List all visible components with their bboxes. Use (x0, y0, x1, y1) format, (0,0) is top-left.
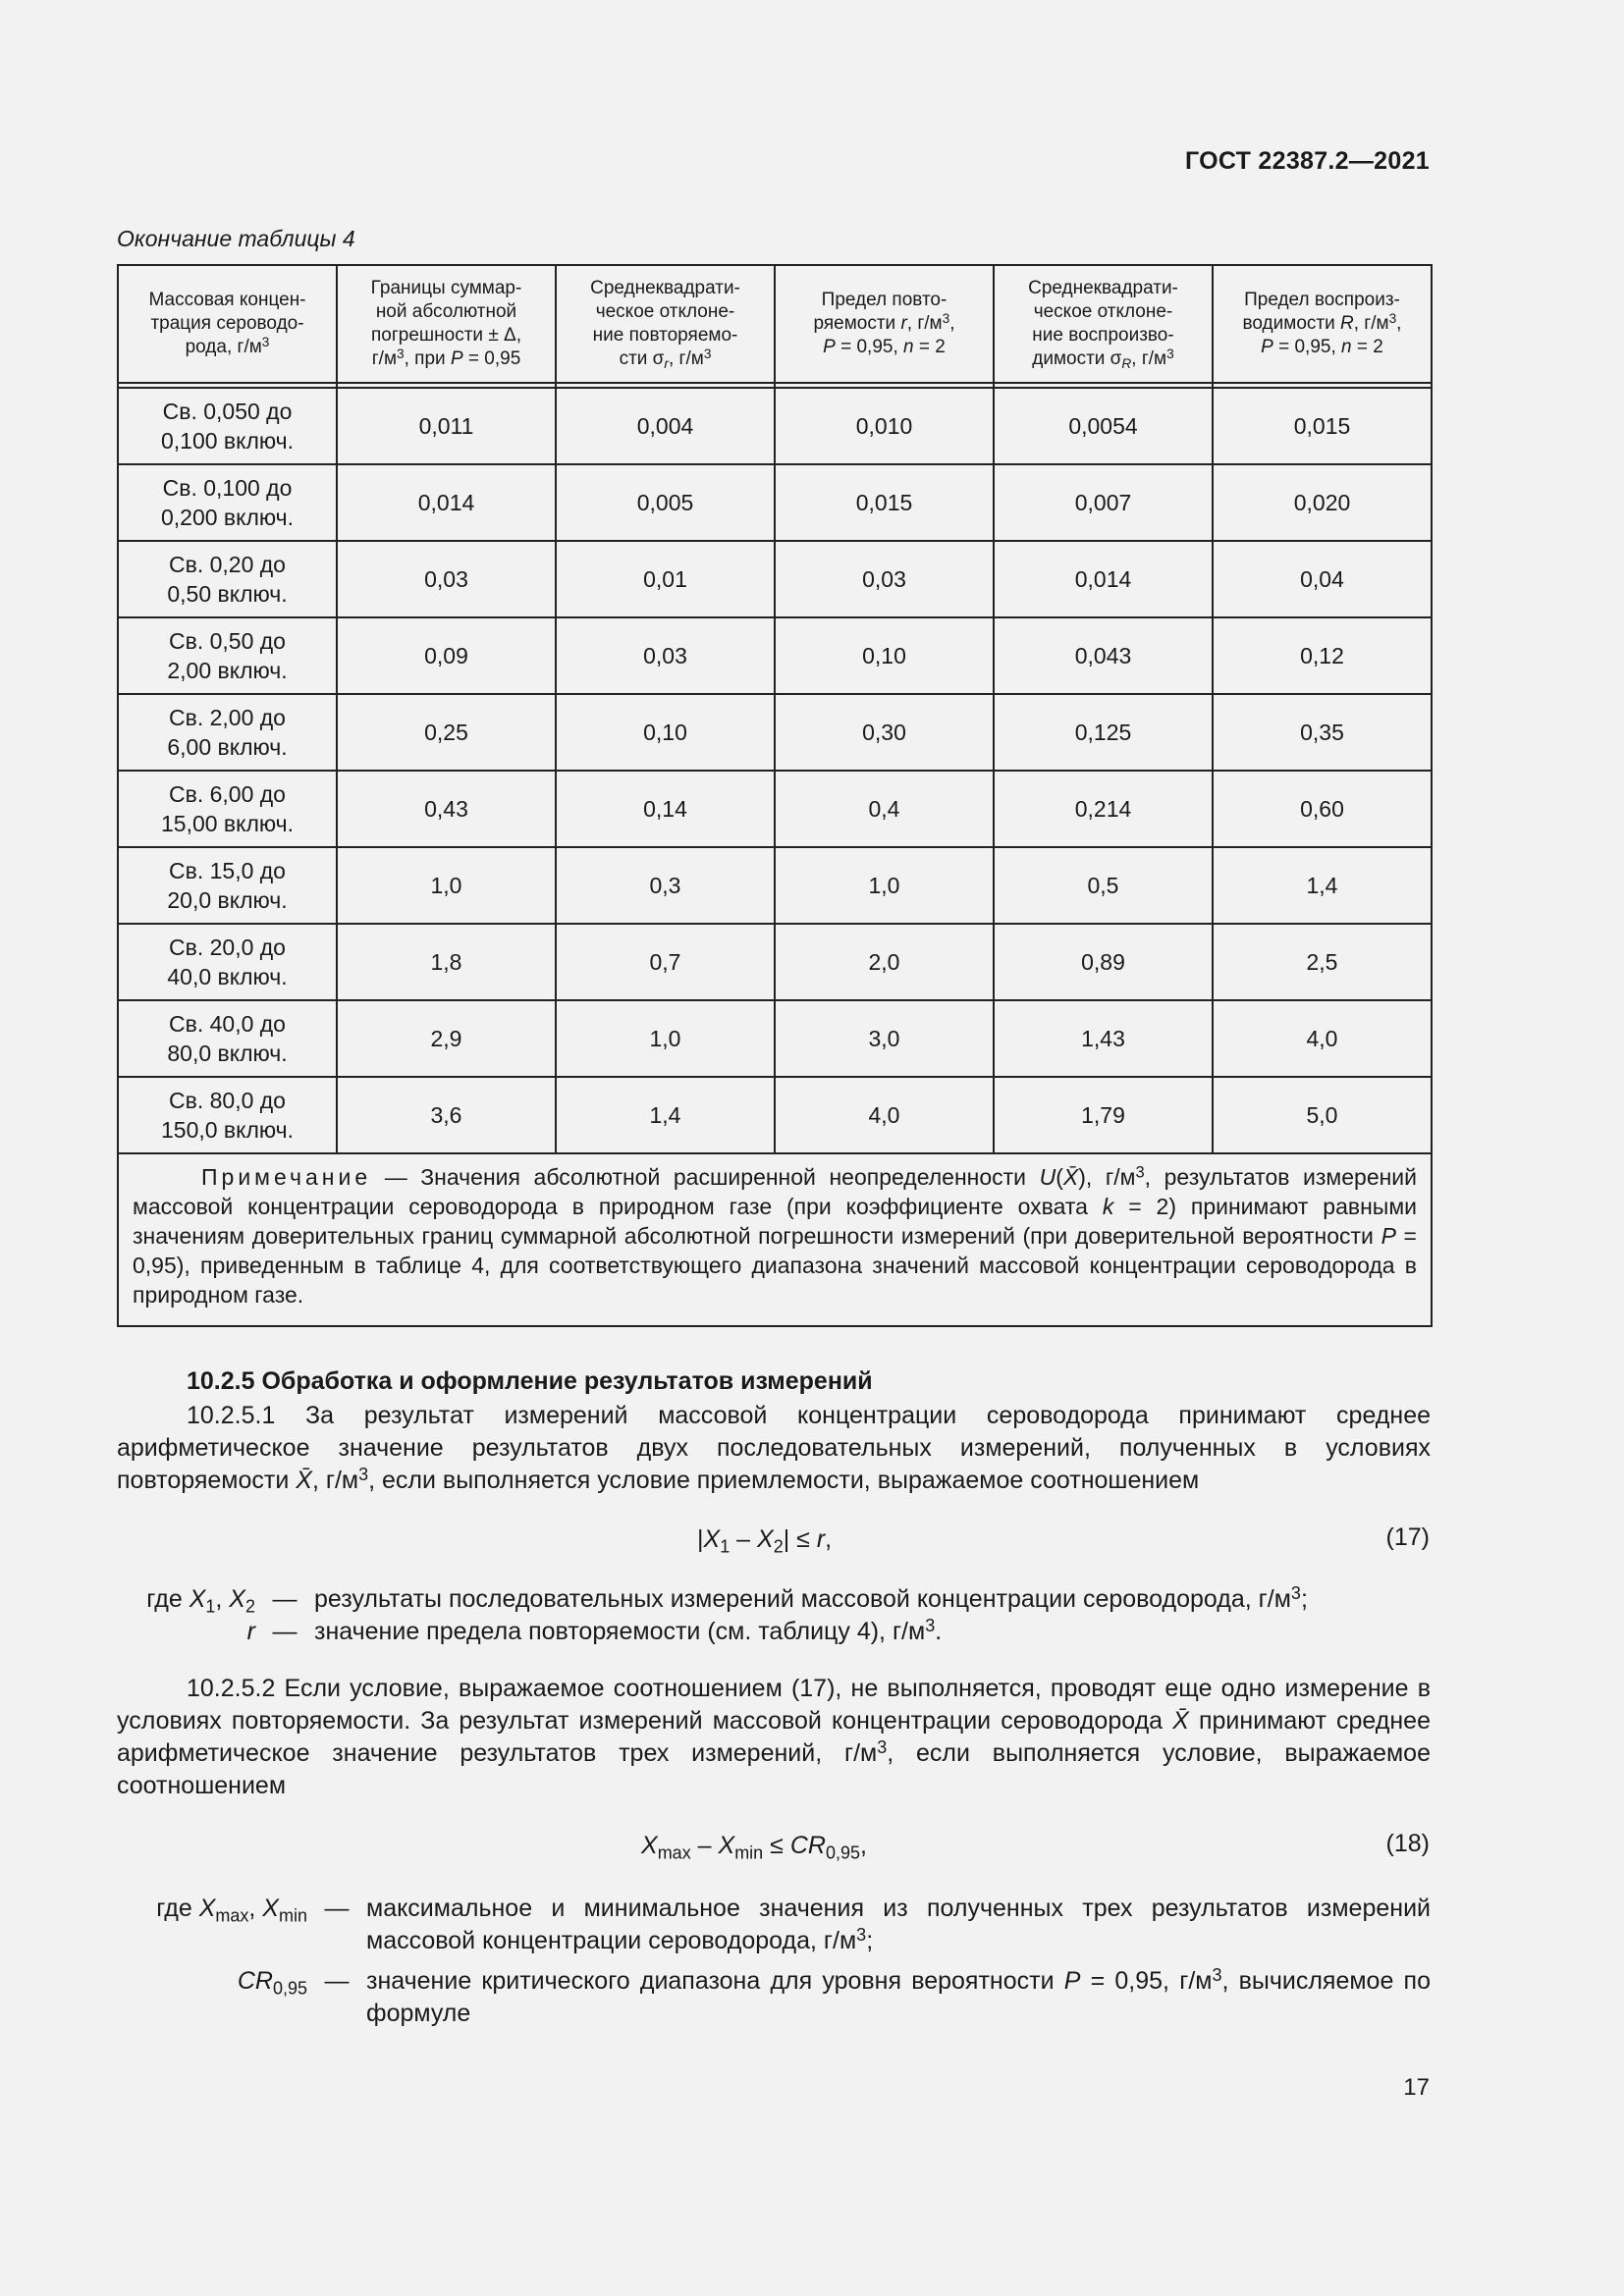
range-line-2: 6,00 включ. (167, 734, 288, 760)
cell-r: 0,03 (775, 541, 994, 617)
cell-R: 0,60 (1213, 771, 1432, 847)
cell-sigma-R: 0,214 (994, 771, 1213, 847)
range-line-2: 0,50 включ. (167, 581, 288, 607)
definition-dash: — (272, 1585, 298, 1613)
range-line-1: Св. 15,0 до (169, 858, 286, 883)
cell-r: 0,010 (775, 388, 994, 464)
range-line-2: 0,200 включ. (160, 505, 295, 530)
col-header-sigma-r: Среднеквадрати- ческое отклоне- ние повторяемо- сти $\sigma_r$, $г/м^3$ (556, 265, 775, 383)
range-line-1: Св. 2,00 до (169, 705, 286, 730)
section-title: 10.2.5 Обработка и оформление результатов измерений (187, 1367, 873, 1395)
range-line-1: Св. 0,20 до (169, 552, 286, 577)
cell-sigma-R: 0,014 (994, 541, 1213, 617)
range-line-2: 0,100 включ. (160, 428, 295, 454)
range-line-2: 80,0 включ. (167, 1041, 288, 1066)
cell-R: 5,0 (1213, 1077, 1432, 1153)
table-row (118, 388, 1432, 464)
cell-delta: 1,8 (337, 924, 556, 1000)
definition-item (117, 1965, 1431, 2030)
range-line-1: Св. 0,100 до (162, 475, 293, 501)
cell-range (118, 464, 337, 541)
cell-delta: 1,0 (337, 847, 556, 924)
table-row (118, 1077, 1432, 1153)
cell-sigma-R: 0,125 (994, 694, 1213, 771)
paragraph-text: 10.2.5.1 За результат измерений массовой концентрации сероводорода принимают среднее арифметическое значение результатов двух последовательных измерений, полученных в условиях повторяемости X̄, $г/м^3$, если выполняется условие приемлемости, выражаемое соотношением (117, 1402, 1431, 1494)
cell-sigma-R: 0,0054 (994, 388, 1213, 464)
equation-17-number: (17) (1385, 1523, 1430, 1551)
cell-R: 0,015 (1213, 388, 1432, 464)
cell-sigma-r: 0,005 (556, 464, 775, 541)
cell-delta: 0,011 (337, 388, 556, 464)
table-row (118, 847, 1432, 924)
where-list-1 (117, 1583, 1431, 1648)
definition-term: где $X_{max}$, $X_{min}$ (156, 1895, 307, 1926)
cell-delta: 0,25 (337, 694, 556, 771)
paragraph-text: 10.2.5.2 Если условие, выражаемое соотношением (17), не выполняется, проводят еще одно измерение в условиях повторяемости. За результат измерений массовой концентрации сероводорода X̄ принимают среднее арифметическое значение результатов трех измерений, $г/м^3$, если выполняется условие, выражаемое соотношением (117, 1675, 1431, 1799)
where-list-2 (117, 1893, 1431, 2038)
cell-delta: 0,03 (337, 541, 556, 617)
range-line-1: Св. 20,0 до (169, 934, 286, 960)
cell-R: 0,35 (1213, 694, 1432, 771)
equation-text: $|X_1 - X_2| \le r$, (697, 1525, 833, 1557)
cell-sigma-r: 0,10 (556, 694, 775, 771)
cell-r: 3,0 (775, 1000, 994, 1077)
cell-range (118, 847, 337, 924)
range-line-2: 15,00 включ. (160, 811, 295, 836)
cell-r: 0,10 (775, 617, 994, 694)
note-label: Примечание (201, 1164, 372, 1190)
paragraph-10-2-5-1 (117, 1400, 1431, 1497)
col-header-delta: Границы суммар- ной абсолютной погрешности ± Δ, $г/м^3$, при P = 0,95 (337, 265, 556, 383)
col-header-r: Предел повто- ряемости r, $г/м^3$, P = 0,95, n = 2 (775, 265, 994, 383)
definition-text: максимальное и минимальное значения из полученных трех результатов измерений массовой концентрации сероводорода, $г/м^3$; (366, 1895, 1431, 1954)
table-header-row (118, 265, 1432, 383)
cell-r: 4,0 (775, 1077, 994, 1153)
cell-range (118, 924, 337, 1000)
definition-dash: — (324, 1967, 350, 1995)
table-row (118, 771, 1432, 847)
cell-sigma-R: 1,79 (994, 1077, 1213, 1153)
cell-r: 1,0 (775, 847, 994, 924)
standard-code: ГОСТ 22387.2—2021 (1184, 147, 1430, 175)
col-header-concentration: Массовая концен- трация сероводо- рода, $г/м^3$ (118, 265, 337, 383)
range-line-2: 40,0 включ. (167, 964, 288, 989)
table-body (118, 383, 1432, 1326)
cell-range (118, 1077, 337, 1153)
cell-range (118, 388, 337, 464)
equation-17 (697, 1523, 832, 1556)
cell-R: 1,4 (1213, 847, 1432, 924)
table-note (118, 1153, 1432, 1326)
cell-sigma-R: 0,043 (994, 617, 1213, 694)
cell-sigma-r: 0,004 (556, 388, 775, 464)
range-line-2: 20,0 включ. (167, 887, 288, 913)
note-text: — Значения абсолютной расширенной неопределенности U(X̄), $г/м^3$, результатов измерений массовой концентрации сероводорода в природном газе (при коэффициенте охвата k = 2) принимают равными значениям доверительных границ суммарной абсолютной погрешности измерений (при доверительной вероятности P = 0,95), приведенным в таблице 4, для соответствующего диапазона значений массовой концентрации сероводорода в природном газе. (133, 1162, 1418, 1308)
definition-item (117, 1583, 1431, 1616)
cell-r: 0,4 (775, 771, 994, 847)
cell-R: 0,020 (1213, 464, 1432, 541)
cell-range (118, 694, 337, 771)
cell-r: 0,30 (775, 694, 994, 771)
col-header-sigma-R: Среднеквадрати- ческое отклоне- ние воспроизво- димости $\sigma_R$, $г/м^3$ (994, 265, 1213, 383)
range-line-2: 2,00 включ. (167, 658, 288, 683)
cell-R: 4,0 (1213, 1000, 1432, 1077)
page-number: 17 (1403, 2074, 1430, 2101)
range-line-1: Св. 40,0 до (169, 1011, 286, 1037)
paragraph-10-2-5-2 (117, 1673, 1431, 1802)
cell-sigma-r: 0,03 (556, 617, 775, 694)
definition-term: где $X_1$, $X_2$ (146, 1585, 255, 1617)
definition-dash: — (272, 1618, 298, 1645)
definition-term: $CR_{0,95}$ (237, 1967, 307, 1999)
table-row (118, 694, 1432, 771)
range-line-2: 150,0 включ. (160, 1117, 295, 1143)
definition-text: значение предела повторяемости (см. таблицу 4), $г/м^3$. (314, 1615, 943, 1645)
equation-18-number: (18) (1385, 1830, 1430, 1857)
cell-sigma-r: 1,0 (556, 1000, 775, 1077)
table-row (118, 617, 1432, 694)
cell-sigma-R: 1,43 (994, 1000, 1213, 1077)
definition-term: r (246, 1618, 255, 1645)
cell-sigma-r: 0,7 (556, 924, 775, 1000)
range-line-1: Св. 0,50 до (169, 628, 286, 654)
range-line-1: Св. 80,0 до (169, 1088, 286, 1113)
cell-sigma-r: 1,4 (556, 1077, 775, 1153)
cell-range (118, 541, 337, 617)
cell-r: 2,0 (775, 924, 994, 1000)
cell-range (118, 1000, 337, 1077)
cell-r: 0,015 (775, 464, 994, 541)
cell-sigma-R: 0,89 (994, 924, 1213, 1000)
cell-range (118, 771, 337, 847)
range-line-1: Св. 0,050 до (162, 399, 293, 424)
cell-sigma-R: 0,007 (994, 464, 1213, 541)
definition-item (117, 1893, 1431, 1957)
definition-text: значение критического диапазона для уровня вероятности P = 0,95, $г/м^3$, вычисляемое по формуле (366, 1964, 1432, 2027)
cell-delta: 0,43 (337, 771, 556, 847)
cell-range (118, 617, 337, 694)
definition-dash: — (324, 1895, 350, 1922)
equation-text: $X_{max} - X_{min} \le CR_{0,95}$, (641, 1832, 867, 1863)
cell-R: 2,5 (1213, 924, 1432, 1000)
definition-item (117, 1616, 1431, 1648)
range-line-1: Св. 6,00 до (169, 781, 286, 807)
equation-18 (641, 1830, 867, 1862)
cell-sigma-r: 0,3 (556, 847, 775, 924)
cell-R: 0,12 (1213, 617, 1432, 694)
cell-sigma-r: 0,01 (556, 541, 775, 617)
cell-delta: 0,014 (337, 464, 556, 541)
definition-text: результаты последовательных измерений массовой концентрации сероводорода, $г/м^3$; (314, 1582, 1308, 1613)
table-row (118, 1000, 1432, 1077)
col-header-R: Предел воспроиз- водимости R, $г/м^3$, P = 0,95, n = 2 (1213, 265, 1432, 383)
cell-R: 0,04 (1213, 541, 1432, 617)
cell-delta: 0,09 (337, 617, 556, 694)
cell-delta: 2,9 (337, 1000, 556, 1077)
precision-table (117, 264, 1433, 1327)
table-note-row (118, 1153, 1432, 1326)
table-row (118, 464, 1432, 541)
cell-sigma-R: 0,5 (994, 847, 1213, 924)
table-caption: Окончание таблицы 4 (117, 226, 355, 251)
table-row (118, 541, 1432, 617)
table-row (118, 924, 1432, 1000)
cell-sigma-r: 0,14 (556, 771, 775, 847)
cell-delta: 3,6 (337, 1077, 556, 1153)
